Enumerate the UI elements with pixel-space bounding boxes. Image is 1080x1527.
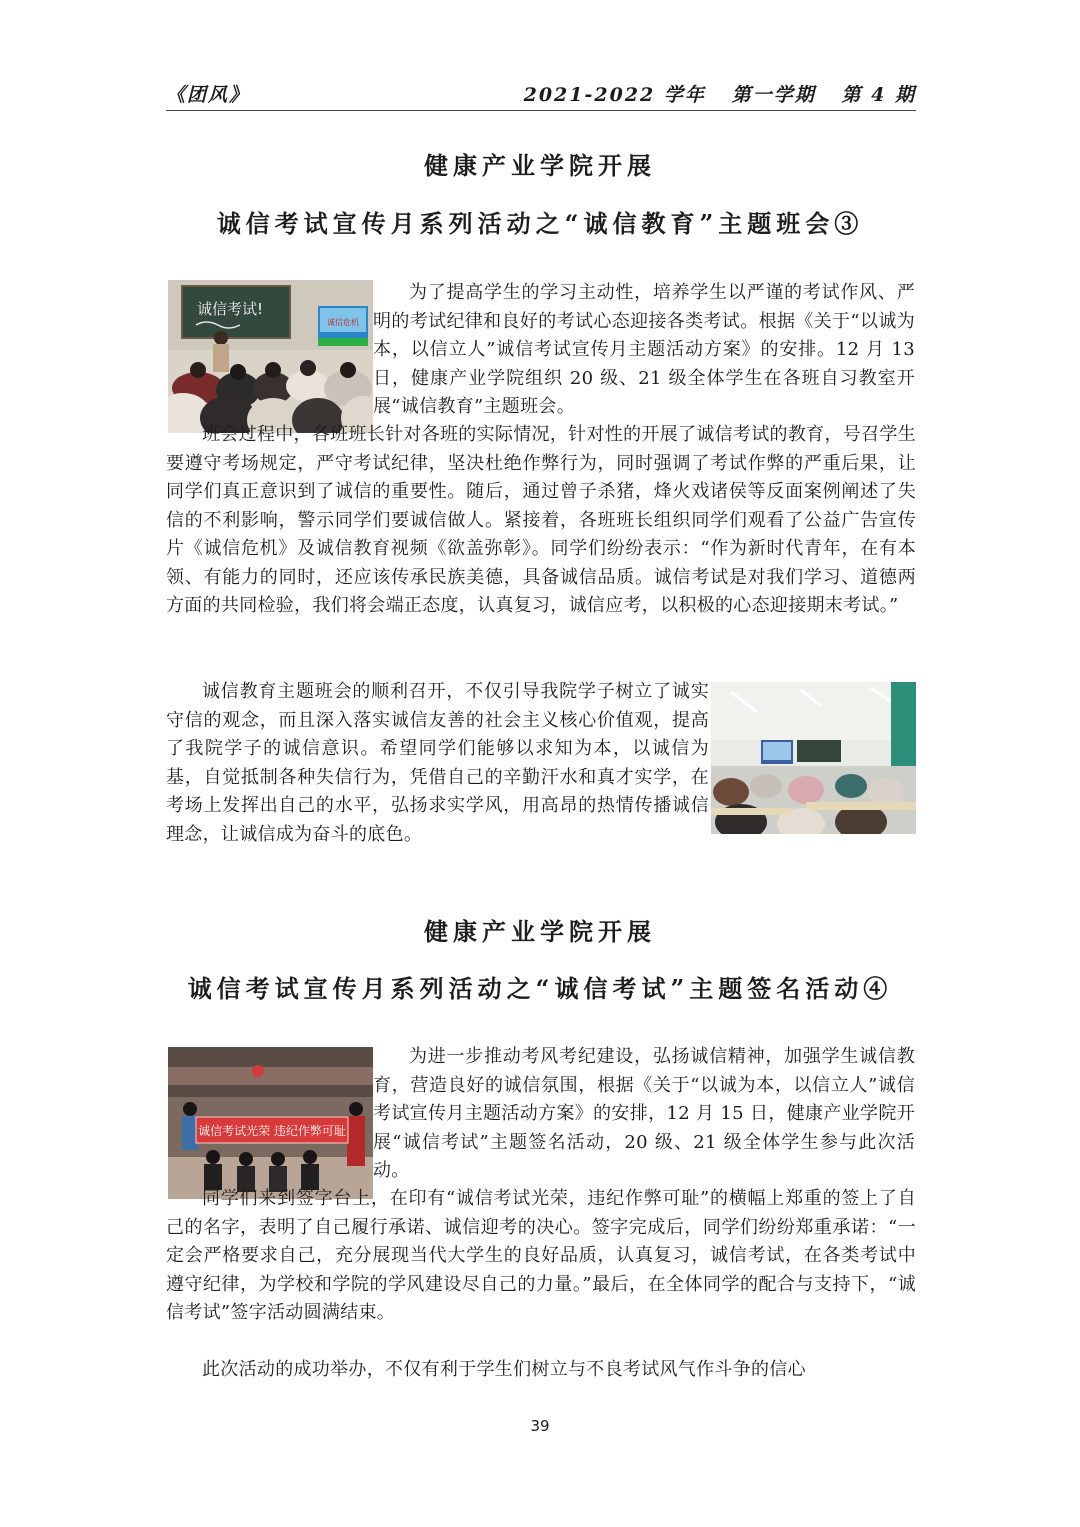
page-number: 39 (530, 1417, 550, 1435)
article2-paragraph2: 同学们来到签字台上，在印有“诚信考试光荣，违纪作弊可耻”的横幅上郑重的签上了自己的名字，表明了自己履行承诺、诚信迎考的决心。签字完成后，同学们纷纷郑重承诺：“一定会严格要求自己，充分展现当代大学生的良好品质，认真复习，诚信考试，在各类考试中遵守纪律，为学校和学院的学风建设尽自己的力量。”最后，在全体同学的配合与支持下，“诚信考试”签字活动圆满结束。 (166, 1188, 916, 1323)
article2-paragraph3: 此次活动的成功举办，不仅有利于学生们树立与不良考试风气作斗争的信心 (202, 1359, 806, 1380)
article1-paragraph3: 诚信教育主题班会的顺利召开，不仅引导我院学子树立了诚实守信的观念，而且深入落实诚信友善的社会主义核心价值观，提高了我院学子的诚信意识。希望同学们能够以求知为本，以诚信为基，自觉抵制各种失信行为，凭借自己的辛勤汗水和真才实学，在考场上发挥出自己的水平，弘扬求实学风，用高昂的热情传播诚信理念，让诚信成为奋斗的底色。 (166, 681, 709, 845)
article2-title-line1: 健康产业学院开展 (424, 917, 656, 946)
signing-banner-photo (168, 1047, 373, 1199)
article1-paragraph1: 为了提高学生的学习主动性，培养学生以严谨的考试作风、严明的考试纪律和良好的考试心态迎接各类考试。根据《关于“以诚为本，以信立人”诚信考试宣传月主题活动方案》的安排。12 月 13 日，健康产业学院组织 20 级、21 级全体学生在各班自习教室开展“诚信教育”主题班会。 (373, 282, 915, 417)
board-text: 诚信考试! (196, 300, 264, 318)
classroom-meeting-photo (168, 280, 373, 433)
classroom-video-photo (711, 682, 916, 834)
journal-name: 《团风》 (166, 84, 251, 106)
banner-text: 诚信考试光荣 违纪作弊可耻 (198, 1124, 346, 1138)
article2-paragraph1: 为进一步推动考风考纪建设，弘扬诚信精神，加强学生诚信教育，营造良好的诚信氛围，根据《关于“以诚为本，以信立人”诚信考试宣传月主题活动方案》的安排，12 月 15 日，健康产业学院开展“诚信考试”主题签名活动，20 级、21 级全体学生参与此次活动。 (373, 1046, 915, 1181)
page-header (166, 80, 916, 111)
article1-title-line1: 健康产业学院开展 (424, 151, 656, 180)
issue-info: 2021-2022 学年 第一学期 第 4 期 (523, 84, 916, 106)
article1-title-line2: 诚信考试宣传月系列活动之“诚信教育”主题班会③ (216, 209, 864, 238)
article1-paragraph2: 班会过程中，各班班长针对各班的实际情况，针对性的开展了诚信考试的教育，号召学生要遵守考场规定，严守考试纪律，坚决杜绝作弊行为，同时强调了考试作弊的严重后果，让同学们真正意识到了诚信的重要性。随后，通过曾子杀猪，烽火戏诸侯等反面案例阐述了失信的不利影响，警示同学们要诚信做人。紧接着，各班班长组织同学们观看了公益广告宣传片《诚信危机》及诚信教育视频《欲盖弥彰》。同学们纷纷表示：“作为新时代青年，在有本领、有能力的同时，还应该传承民族美德，具备诚信品质。诚信考试是对我们学习、道德两方面的共同检验，我们将会端正态度，认真复习，诚信应考，以积极的心态迎接期末考试。” (166, 424, 916, 616)
article2-title-line2: 诚信考试宣传月系列活动之“诚信考试”主题签名活动④ (187, 974, 893, 1003)
screen-text: 诚信危机 (327, 318, 359, 327)
